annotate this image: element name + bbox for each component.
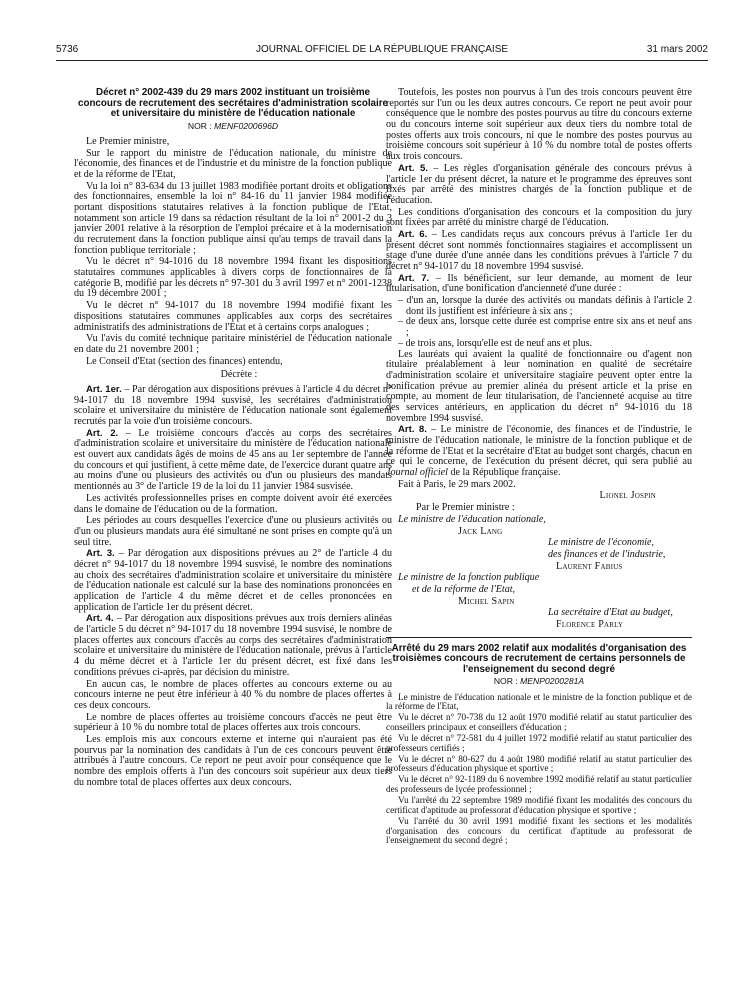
decrete-heading: Décrète : <box>220 369 258 381</box>
decret-title: Décret n° 2002-439 du 29 mars 2002 instituant un troisième concours de recrutement des secrétaires d'administration scolaire et universitaire du ministère de l'éducation nationale <box>78 87 388 120</box>
article-text: – Le ministre de l'économie, des finances et de l'industrie, le ministre de l'éducation nationale, le ministre de la fonction publique et de la réforme de l'Etat et la secrétaire d'Etat au budget sont chargés, chacun en ce qui le concerne, de l'exécution du présent décret, qui sera publié au <box>386 424 692 468</box>
article-8 <box>386 425 692 478</box>
article-text: – Par dérogation aux dispositions prévues à l'article 4 du décret n° 94-1017 du 18 novembre 1994 susvisé, les secrétaires d'administration scolaire et universitaire du ministère de l'éducation nationale sont également recrutés par la voie d'un troisième concours. <box>74 383 392 428</box>
visa: Vu l'arrêté du 30 avril 1991 modifié fixant les sections et les modalités d'organisation des concours du certificat d'aptitude au professorat de l'enseignement du second degré ; <box>386 815 692 846</box>
visa: Vu le décret n° 94-1017 du 18 novembre 1994 modifié fixant les dispositions statutaires communes applicables aux corps des secrétaires administratifs des administrations de l'Etat et à certains corps analogues ; <box>74 300 392 333</box>
article-paragraph: Les conditions d'organisation des concours et la composition du jury sont fixées par arrêté du ministre chargé de l'éducation. <box>386 206 692 229</box>
nor-label: NOR : <box>187 120 212 131</box>
arrete-visas <box>386 693 692 847</box>
article-text: – Par dérogation aux dispositions prévues aux trois derniers alinéas de l'article 5 du décret n° 94-1017 du 18 novembre 1994 susvisé, le nombre de places offertes aux concours d'accès au corps des secrétaires d'administration scolaire et universitaire du ministère de l'éducation nationale, prévus à l'article 4 du même décret et à l'article 1er du présent décret, est fixé dans les conditions prévues ci-après, par décision du ministre. <box>74 613 392 678</box>
article-paragraph: Les périodes au cours desquelles l'exercice d'une ou plusieurs activités ou d'un ou plusieurs mandats aura été simultané ne sont prises en compte qu'à un seul titre. <box>74 515 392 548</box>
article-label: Art. 1er. <box>86 383 122 395</box>
minister-title: Le ministre de la fonction publique <box>398 572 540 584</box>
header-rule <box>56 60 708 61</box>
article-label: Art. 3. <box>86 548 115 560</box>
article-5 <box>386 164 692 207</box>
article-4 <box>74 614 392 678</box>
article-label: Art. 5. <box>398 162 429 174</box>
visa: Vu l'arrêté du 22 septembre 1989 modifié fixant les modalités des concours du certificat d'aptitude au professorat d'éducation physique et sportive ; <box>386 794 692 815</box>
visa: Vu le décret n° 72-581 du 4 juillet 1972 modifié relatif au statut particulier des professeurs certifiés ; <box>386 732 692 753</box>
arrete-nor <box>386 677 692 686</box>
decret-intro: Le Premier ministre, <box>86 135 170 147</box>
section-divider <box>386 637 692 638</box>
article-label: Art. 2. <box>86 427 119 439</box>
list-item: – de deux ans, lorsque cette durée est comprise entre six ans et neuf ans ; <box>398 316 692 339</box>
minister-title: La secrétaire d'Etat au budget, <box>548 607 673 619</box>
article-7 <box>386 274 692 295</box>
decret-nor <box>74 122 392 131</box>
article-label: Art. 4. <box>86 613 114 625</box>
visa: Vu le décret n° 70-738 du 12 août 1970 modifié relatif au statut particulier des conseillers principaux et conseillers d'éducation ; <box>386 712 692 733</box>
article-label: Art. 8. <box>398 424 427 436</box>
journal-title: JOURNAL OFFICIEL DE LA RÉPUBLIQUE FRANÇAISE <box>255 44 509 55</box>
journal-reference: Journal officiel <box>386 467 448 479</box>
nor-label: NOR : <box>493 676 518 687</box>
minister-title: et de la réforme de l'Etat, <box>412 583 516 595</box>
article-paragraph: Les lauréats qui avaient la qualité de fonctionnaire ou d'agent non titulaire préalablement à leur nomination en qualité de secrétaire d'administration scolaire et universitaire stagiaire peuvent opter entre la bonification prévue au premier alinéa du présent article et la prise en compte, au moment de leur titularisation, de l'ancienneté acquise au titre des services antérieurs, en application du décret n° 94-1016 du 18 novembre 1994 susvisé. <box>386 348 692 424</box>
article-paragraph: Le nombre de places offertes au troisième concours d'accès ne peut être supérieur à 10 % du nombre total de places offertes aux trois concours. <box>74 711 392 734</box>
visa: Vu le décret n° 94-1016 du 18 novembre 1994 fixant les dispositions statutaires communes applicables à divers corps de fonctionnaires de la catégorie B, modifié par les décrets n° 97-301 du 3 avril 1997 et n° 2001-1238 du 19 décembre 2001 ; <box>74 256 392 300</box>
article-paragraph: Toutefois, les postes non pourvus à l'un des trois concours peuvent être reportés sur l'un ou les deux autres concours. Ce report ne peut avoir pour conséquence que le nombre des postes pourvus au titre du concours externe ou du concours interne soit supérieur aux deux tiers du nombre total de postes offerts aux trois concours, ni que le nombre des postes pourvus au troisième concours soit supérieur à 10 % du nombre total de postes offerts aux trois concours. <box>386 87 692 163</box>
visa: Le ministre de l'éducation nationale et le ministre de la fonction publique et de la réforme de l'Etat, <box>386 691 692 712</box>
page-header <box>56 44 708 60</box>
bonus-list <box>386 296 692 349</box>
issue-date: 31 mars 2002 <box>646 44 708 55</box>
page-number: 5736 <box>56 44 79 55</box>
article-text: de la République française. <box>447 467 561 479</box>
article-text: – Les règles d'organisation générale des concours prévus à l'article 1er du présent décret, la nature et le programme des épreuves sont fixés par arrêté des ministres chargés de la fonction publique et de l'éducation. <box>386 162 692 206</box>
par-premier-ministre: Par le Premier ministre : <box>416 502 515 514</box>
signatory-pm: Lionel Jospin <box>599 490 656 502</box>
article-label: Art. 6. <box>398 228 428 240</box>
article-text: – Par dérogation aux dispositions prévues au 2° de l'article 4 du décret n° 94-1017 du 18 novembre 1994 susvisé, le nombre des nominations au choix des secrétaires d'administration scolaire et universitaire du ministère de l'éducation nationale est calculé sur la base des nominations prononcées en application de l'article 4 du même décret et de celles prononcées en application de l'article 1er du présent décret. <box>74 548 392 613</box>
visa: Vu l'avis du comité technique paritaire ministériel de l'éducation nationale en date du 21 novembre 2001 ; <box>74 333 392 355</box>
article-paragraph: Les emplois mis aux concours externe et interne qui n'auraient pas été pourvus par la nomination des candidats à l'un de ces concours peuvent être attribués à l'autre concours. Ce report ne peut avoir pour conséquence que le nombre des emplois offerts à l'un des concours soit supérieur aux deux tiers du nombre total de places offertes aux deux concours. <box>74 733 392 788</box>
list-item: – d'un an, lorsque la durée des activités ou mandats définis à l'article 2 dont ils justifient est inférieure à six ans ; <box>398 295 692 317</box>
article-1 <box>74 385 392 428</box>
visa: Vu la loi n° 83-634 du 13 juillet 1983 modifiée portant droits et obligations des fonctionnaires, ensemble la loi n° 84-16 du 11 janvier 1984 modifiée portant dispositions statutaires relatives à la fonction publique de l'Etat, notamment son article 19 dans sa rédaction résultant de la loi n° 2001-2 du 3 janvier 2001 relative à la résorption de l'emploi précaire et à la modernisation du recrutement dans la fonction publique ainsi qu'au temps de travail dans la fonction publique territoriale ; <box>74 180 392 256</box>
article-text: – Le troisième concours d'accès au corps des secrétaires d'administration scolaire et universitaire du ministère de l'éducation nationale est ouvert aux candidats âgés de moins de 45 ans au 1er septembre de l'année du concours et qui justifient, à cette même date, de l'exercice durant quatre ans au moins d'une ou plusieurs des activités ou d'un ou plusieurs des mandats mentionnés au 3° de l'article 19 de la loi du 11 janvier 1984 susvisée. <box>74 427 392 493</box>
minister-title: des finances et de l'industrie, <box>548 548 666 560</box>
left-column <box>74 88 392 789</box>
nor-code: MENF0200696D <box>214 120 279 131</box>
visa: Le Conseil d'Etat (section des finances) entendu, <box>86 355 283 367</box>
signatory-name: Laurent Fabius <box>556 560 623 572</box>
article-2 <box>74 429 392 493</box>
article-3 <box>74 549 392 613</box>
signature-place-date: Fait à Paris, le 29 mars 2002. <box>398 478 516 490</box>
article-paragraph: En aucun cas, le nombre de places offertes au concours externe ou au concours interne ne peut être inférieur à 40 % du nombre de places offertes à ces deux concours. <box>74 678 392 711</box>
minister-title: Le ministre de l'économie, <box>548 537 655 549</box>
nor-code: MENP0200281A <box>520 676 585 687</box>
signatory-name: Jack Lang <box>458 525 503 537</box>
list-item: – de trois ans, lorsqu'elle est de neuf ans et plus. <box>398 337 593 349</box>
visa: Vu le décret n° 80-627 du 4 août 1980 modifié relatif au statut particulier des professeurs d'éducation physique et sportive ; <box>386 753 692 774</box>
visa: Vu le décret n° 92-1189 du 6 novembre 1992 modifié relatif au statut particulier des professeurs de lycée professionnel ; <box>386 774 692 795</box>
article-6 <box>386 230 692 273</box>
article-paragraph: Les activités professionnelles prises en compte doivent avoir été exercées dans le domaine de l'éducation ou de la formation. <box>74 492 392 515</box>
right-column <box>386 88 692 847</box>
visa: Sur le rapport du ministre de l'éducation nationale, du ministre de l'économie, des finances et de l'industrie et du ministre de la fonction publique et de la réforme de l'Etat, <box>74 147 392 180</box>
arrete-title: Arrêté du 29 mars 2002 relatif aux modalités d'organisation des troisièmes concours de recrutement de certains personnels de l'enseignement du second degré <box>391 642 687 675</box>
signatory-name: Florence Parly <box>556 619 624 630</box>
signatory-name: Michel Sapin <box>458 595 515 607</box>
minister-title: Le ministre de l'éducation nationale, <box>398 513 546 525</box>
article-text: – Ils bénéficient, sur leur demande, au moment de leur titularisation, d'une bonification d'ancienneté d'une durée : <box>386 272 692 295</box>
article-text: – Les candidats reçus aux concours prévus à l'article 1er du présent décret sont nommés fonctionnaires stagiaires et accomplissent un stage d'une durée d'une année dans les conditions prévues à l'article 7 du décret n° 94-1017 du 18 novembre 1994 susvisé. <box>386 228 692 272</box>
article-label: Art. 7. <box>398 272 430 284</box>
